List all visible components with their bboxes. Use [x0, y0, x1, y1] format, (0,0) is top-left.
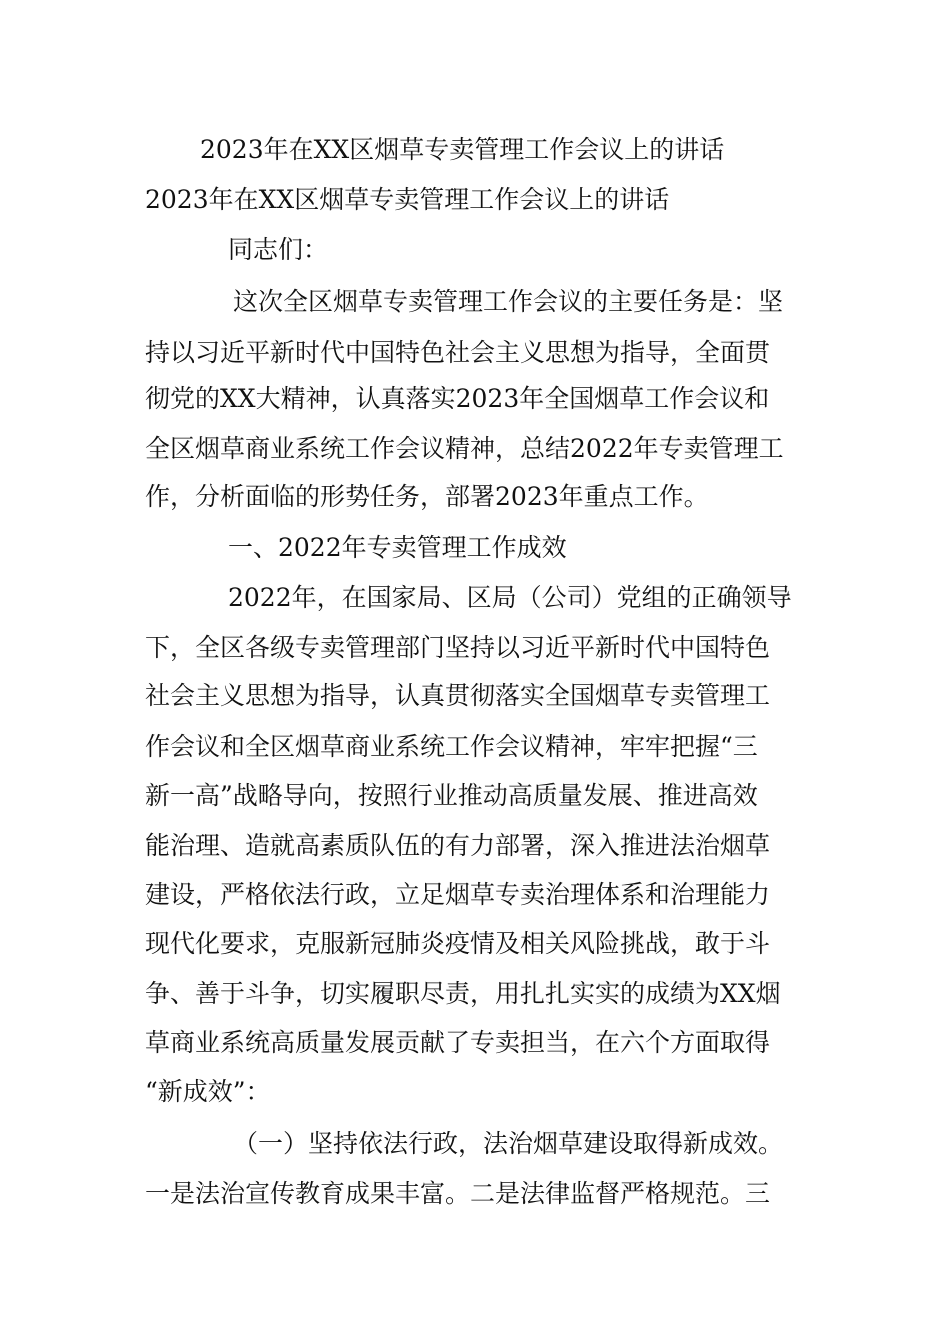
paragraph-line: 下，全区各级专卖管理部门坚持以习近平新时代中国特色 — [145, 633, 771, 662]
paragraph-line: 彻党的XX大精神，认真落实2023年全国烟草工作会议和 — [145, 384, 770, 413]
paragraph-line: 一是法治宣传教育成果丰富。二是法律监督严格规范。三 — [145, 1179, 771, 1208]
paragraph-line: 作，分析面临的形势任务，部署2023年重点工作。 — [145, 482, 709, 511]
paragraph-line: 现代化要求，克服新冠肺炎疫情及相关风险挑战，敢于斗 — [145, 929, 771, 958]
paragraph-line: 新一高”战略导向，按照行业推动高质量发展、推进高效 — [145, 781, 758, 810]
paragraph-line: 作会议和全区烟草商业系统工作会议精神，牢牢把握“三 — [145, 732, 758, 761]
salutation: 同志们： — [228, 235, 329, 264]
section-heading: 一、2022年专卖管理工作成效 — [228, 533, 567, 562]
paragraph-line: 2022年，在国家局、区局（公司）党组的正确领导 — [228, 583, 792, 612]
paragraph-line: 草商业系统高质量发展贡献了专卖担当，在六个方面取得 — [145, 1028, 771, 1057]
paragraph-line: “新成效”： — [145, 1077, 271, 1106]
paragraph-line: 持以习近平新时代中国特色社会主义思想为指导，全面贯 — [145, 338, 771, 367]
paragraph-line: 这次全区烟草专卖管理工作会议的主要任务是：坚 — [233, 287, 784, 316]
paragraph-line: 争、善于斗争，切实履职尽责，用扎扎实实的成绩为XX烟 — [145, 979, 781, 1008]
subsection-heading: （一）坚持依法行政，法治烟草建设取得新成效。 — [233, 1129, 784, 1158]
paragraph-line: 能治理、造就高素质队伍的有力部署，深入推进法治烟草 — [145, 831, 771, 860]
document-title: 2023年在XX区烟草专卖管理工作会议上的讲话 — [200, 135, 725, 164]
paragraph-line: 社会主义思想为指导，认真贯彻落实全国烟草专卖管理工 — [145, 681, 771, 710]
document-subtitle: 2023年在XX区烟草专卖管理工作会议上的讲话 — [145, 185, 670, 214]
paragraph-line: 全区烟草商业系统工作会议精神，总结2022年专卖管理工 — [145, 434, 784, 463]
paragraph-line: 建设，严格依法行政，立足烟草专卖治理体系和治理能力 — [145, 880, 771, 909]
